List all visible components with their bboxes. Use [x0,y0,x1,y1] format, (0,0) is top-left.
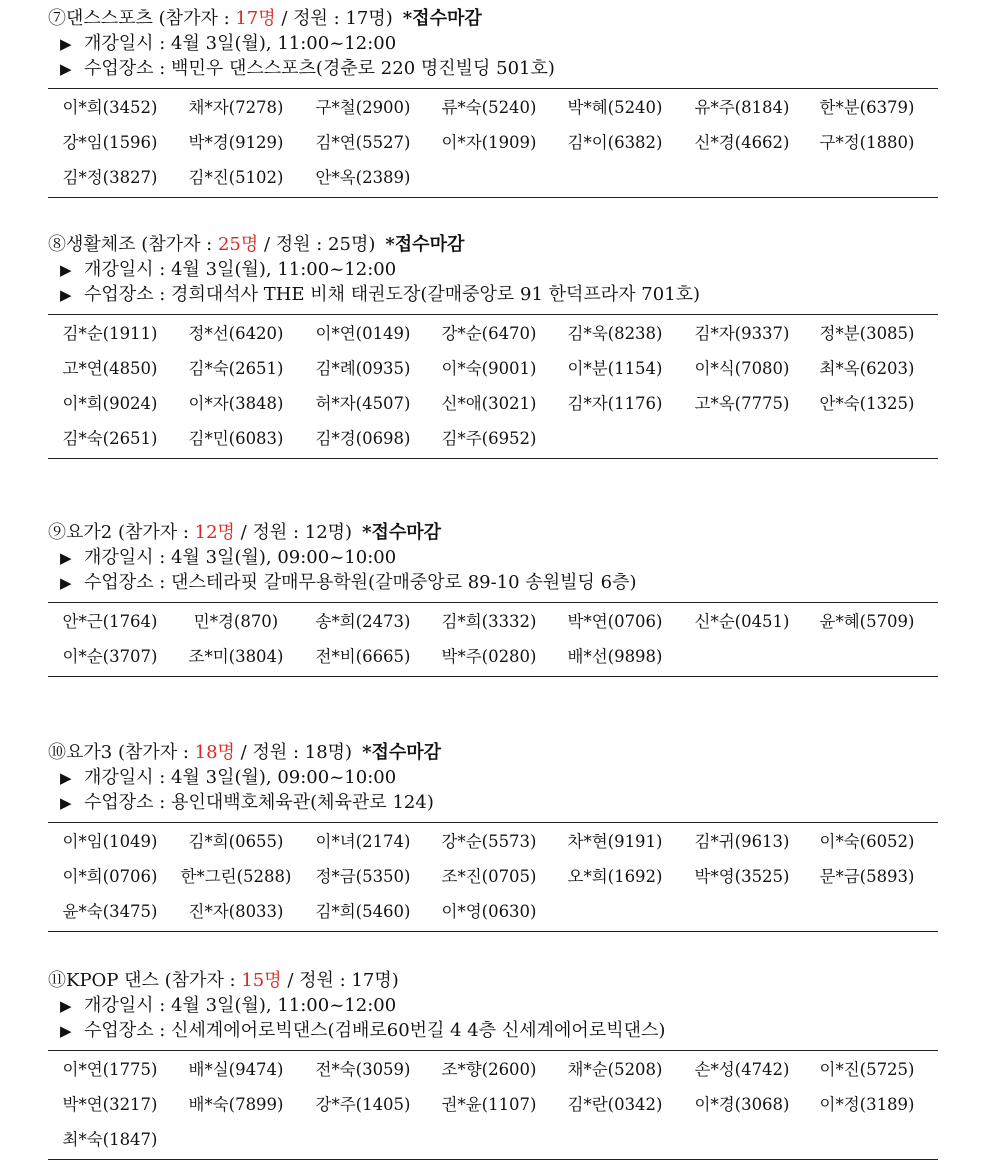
table-row [48,1087,938,1122]
participant-cell: 이*순(3707) [62,647,158,666]
participant-cell: 이*연(1775) [62,1060,158,1079]
participant-cell: 신*경(4662) [694,133,790,152]
participant-cell: 윤*혜(5709) [819,612,915,631]
arrow-icon: ▶ [60,794,72,812]
table-bottom-rule [48,676,938,677]
participant-cell: 김*희(0655) [188,832,284,851]
participant-cell: 김*연(5527) [315,133,411,152]
closed-badge: *접수마감 [362,522,442,543]
participant-cell: 김*경(0698) [315,429,411,448]
schedule-line [60,31,396,57]
participant-cell: 박*연(3217) [62,1095,158,1114]
participant-count: 18명 [194,742,235,763]
participant-cell: 김*주(6952) [441,429,537,448]
participant-cell: 이*경(3068) [694,1095,790,1114]
participant-cell: 정*분(3085) [819,324,915,343]
table-row [48,125,938,160]
participant-cell: 신*애(3021) [441,394,537,413]
arrow-icon: ▶ [60,769,72,787]
participant-cell: 이*식(7080) [694,359,790,378]
participant-table [48,316,938,456]
table-row [48,1052,938,1087]
participant-cell: 구*철(2900) [315,98,411,117]
table-top-rule [48,88,938,89]
arrow-icon: ▶ [60,60,72,78]
table-top-rule [48,1050,938,1051]
participant-cell: 김*숙(2651) [188,359,284,378]
participant-table [48,90,938,195]
participant-cell: 문*금(5893) [819,867,915,886]
participant-cell: 민*경(870) [193,612,279,631]
participant-cell: 김*정(3827) [62,168,158,187]
participant-cell: 김*귀(9613) [694,832,790,851]
participant-cell: 구*정(1880) [819,133,915,152]
title-capacity: / 정원 : 17명) [281,970,399,991]
venue-text: 수업장소 : 경희대석사 THE 비채 태권도장(갈매중앙로 91 한덕프라자 701호) [84,284,701,305]
participant-cell: 김*희(3332) [441,612,537,631]
participant-cell: 강*순(5573) [441,832,537,851]
arrow-icon: ▶ [60,261,72,279]
participant-cell: 진*자(8033) [188,902,284,921]
title-prefix: ⑦댄스스포츠 (참가자 : [48,8,236,29]
participant-cell: 김*자(1176) [567,394,663,413]
participant-cell: 정*선(6420) [188,324,284,343]
participant-cell: 이*희(9024) [62,394,158,413]
participant-cell: 정*금(5350) [315,867,411,886]
venue-text: 수업장소 : 용인대백호체육관(체육관로 124) [84,792,434,813]
participant-cell: 강*임(1596) [62,133,158,152]
table-row [48,421,938,456]
venue-line [60,570,636,596]
participant-cell: 강*주(1405) [315,1095,411,1114]
participant-cell: 류*숙(5240) [441,98,537,117]
participant-cell: 오*희(1692) [567,867,663,886]
participant-cell: 박*주(0280) [441,647,537,666]
schedule-line [60,765,396,791]
participant-cell: 이*임(1049) [62,832,158,851]
section-title [48,232,464,258]
schedule-line [60,545,396,571]
table-row [48,90,938,125]
participant-cell: 김*자(9337) [694,324,790,343]
participant-cell: 한*분(6379) [819,98,915,117]
table-top-rule [48,822,938,823]
participant-cell: 박*연(0706) [567,612,663,631]
participant-count: 25명 [217,234,259,255]
venue-line [60,790,434,816]
participant-cell: 박*영(3525) [694,867,790,886]
title-capacity: / 정원 : 18명) [234,742,353,763]
schedule-line [60,257,396,283]
participant-cell: 이*희(0706) [62,867,158,886]
participant-table [48,1052,938,1157]
closed-badge: *접수마감 [362,742,442,763]
schedule-text: 개강일시 : 4월 3일(월), 11:00~12:00 [84,995,397,1016]
table-top-rule [48,602,938,603]
participant-cell: 이*진(5725) [819,1060,915,1079]
participant-cell: 이*분(1154) [567,359,663,378]
participant-cell: 손*성(4742) [694,1060,790,1079]
schedule-text: 개강일시 : 4월 3일(월), 09:00~10:00 [84,767,397,788]
participant-cell: 고*연(4850) [62,359,158,378]
schedule-text: 개강일시 : 4월 3일(월), 11:00~12:00 [84,33,397,54]
participant-cell: 이*자(1909) [441,133,537,152]
title-prefix: ⑧생활체조 (참가자 : [48,234,218,255]
participant-cell: 권*윤(1107) [441,1095,537,1114]
participant-table [48,604,938,674]
title-prefix: ⑨요가2 (참가자 : [48,522,195,543]
title-prefix: ⑪KPOP 댄스 (참가자 : [48,970,242,991]
participant-cell: 김*란(0342) [567,1095,663,1114]
participant-cell: 송*희(2473) [315,612,411,631]
participant-cell: 안*근(1764) [62,612,158,631]
section-title [48,6,482,32]
participant-cell: 전*비(6665) [315,647,411,666]
table-top-rule [48,314,938,315]
participant-cell: 김*숙(2651) [62,429,158,448]
arrow-icon: ▶ [60,286,72,304]
table-row [48,824,938,859]
participant-cell: 이*영(0630) [441,902,537,921]
participant-cell: 신*순(0451) [694,612,790,631]
table-row [48,351,938,386]
venue-line [60,282,700,308]
participant-cell: 차*현(9191) [567,832,663,851]
table-row [48,859,938,894]
participant-cell: 김*례(0935) [315,359,411,378]
participant-count: 17명 [235,8,276,29]
title-capacity: / 정원 : 25명) [258,234,376,255]
participant-cell: 윤*숙(3475) [62,902,158,921]
participant-cell: 채*순(5208) [567,1060,663,1079]
table-bottom-rule [48,197,938,198]
venue-text: 수업장소 : 댄스테라핏 갈매무용학원(갈매중앙로 89-10 송원빌딩 6층) [84,572,637,593]
participant-cell: 최*옥(6203) [819,359,915,378]
participant-cell: 조*미(3804) [188,647,284,666]
participant-cell: 강*순(6470) [441,324,537,343]
participant-cell: 김*순(1911) [62,324,158,343]
participant-cell: 채*자(7278) [188,98,284,117]
closed-badge: *접수마감 [402,8,482,29]
arrow-icon: ▶ [60,549,72,567]
table-row [48,604,938,639]
participant-cell: 허*자(4507) [315,394,411,413]
section-title [48,968,399,994]
participant-cell: 김*희(5460) [315,902,411,921]
participant-cell: 김*욱(8238) [567,324,663,343]
participant-count: 15명 [241,970,282,991]
title-capacity: / 정원 : 17명) [275,8,393,29]
participant-cell: 배*숙(7899) [188,1095,284,1114]
participant-cell: 최*숙(1847) [62,1130,158,1149]
participant-count: 12명 [194,522,235,543]
participant-cell: 이*녀(2174) [315,832,411,851]
venue-line [60,56,555,82]
table-row [48,639,938,674]
participant-cell: 조*진(0705) [441,867,537,886]
arrow-icon: ▶ [60,574,72,592]
participant-cell: 조*향(2600) [441,1060,537,1079]
participant-cell: 전*숙(3059) [315,1060,411,1079]
venue-text: 수업장소 : 신세계에어로빅댄스(검배로60번길 4 4층 신세계에어로빅댄스) [84,1020,666,1041]
table-row [48,160,938,195]
table-row [48,1122,938,1157]
table-row [48,894,938,929]
participant-cell: 고*옥(7775) [694,394,790,413]
arrow-icon: ▶ [60,35,72,53]
closed-badge: *접수마감 [385,234,465,255]
section-title [48,520,441,546]
arrow-icon: ▶ [60,1022,72,1040]
table-bottom-rule [48,931,938,932]
table-bottom-rule [48,1159,938,1160]
participant-cell: 이*연(0149) [315,324,411,343]
participant-cell: 안*옥(2389) [315,168,411,187]
venue-line [60,1018,665,1044]
participant-cell: 김*이(6382) [567,133,663,152]
schedule-text: 개강일시 : 4월 3일(월), 11:00~12:00 [84,259,397,280]
participant-cell: 안*숙(1325) [819,394,915,413]
participant-cell: 이*숙(6052) [819,832,915,851]
section-title [48,740,441,766]
participant-cell: 김*진(5102) [188,168,284,187]
venue-text: 수업장소 : 백민우 댄스스포츠(경춘로 220 명진빌딩 501호) [84,58,555,79]
table-row [48,386,938,421]
arrow-icon: ▶ [60,997,72,1015]
table-bottom-rule [48,458,938,459]
title-prefix: ⑩요가3 (참가자 : [48,742,195,763]
table-row [48,316,938,351]
participant-cell: 배*실(9474) [188,1060,284,1079]
participant-cell: 박*경(9129) [188,133,284,152]
participant-cell: 이*자(3848) [188,394,284,413]
participant-cell: 이*숙(9001) [441,359,537,378]
participant-cell: 이*정(3189) [819,1095,915,1114]
title-capacity: / 정원 : 12명) [234,522,353,543]
participant-cell: 유*주(8184) [694,98,790,117]
participant-cell: 배*선(9898) [567,647,663,666]
participant-cell: 김*민(6083) [188,429,284,448]
participant-table [48,824,938,929]
schedule-line [60,993,396,1019]
schedule-text: 개강일시 : 4월 3일(월), 09:00~10:00 [84,547,397,568]
participant-cell: 박*혜(5240) [567,98,663,117]
participant-cell: 한*그린(5288) [180,867,292,886]
participant-cell: 이*희(3452) [62,98,158,117]
